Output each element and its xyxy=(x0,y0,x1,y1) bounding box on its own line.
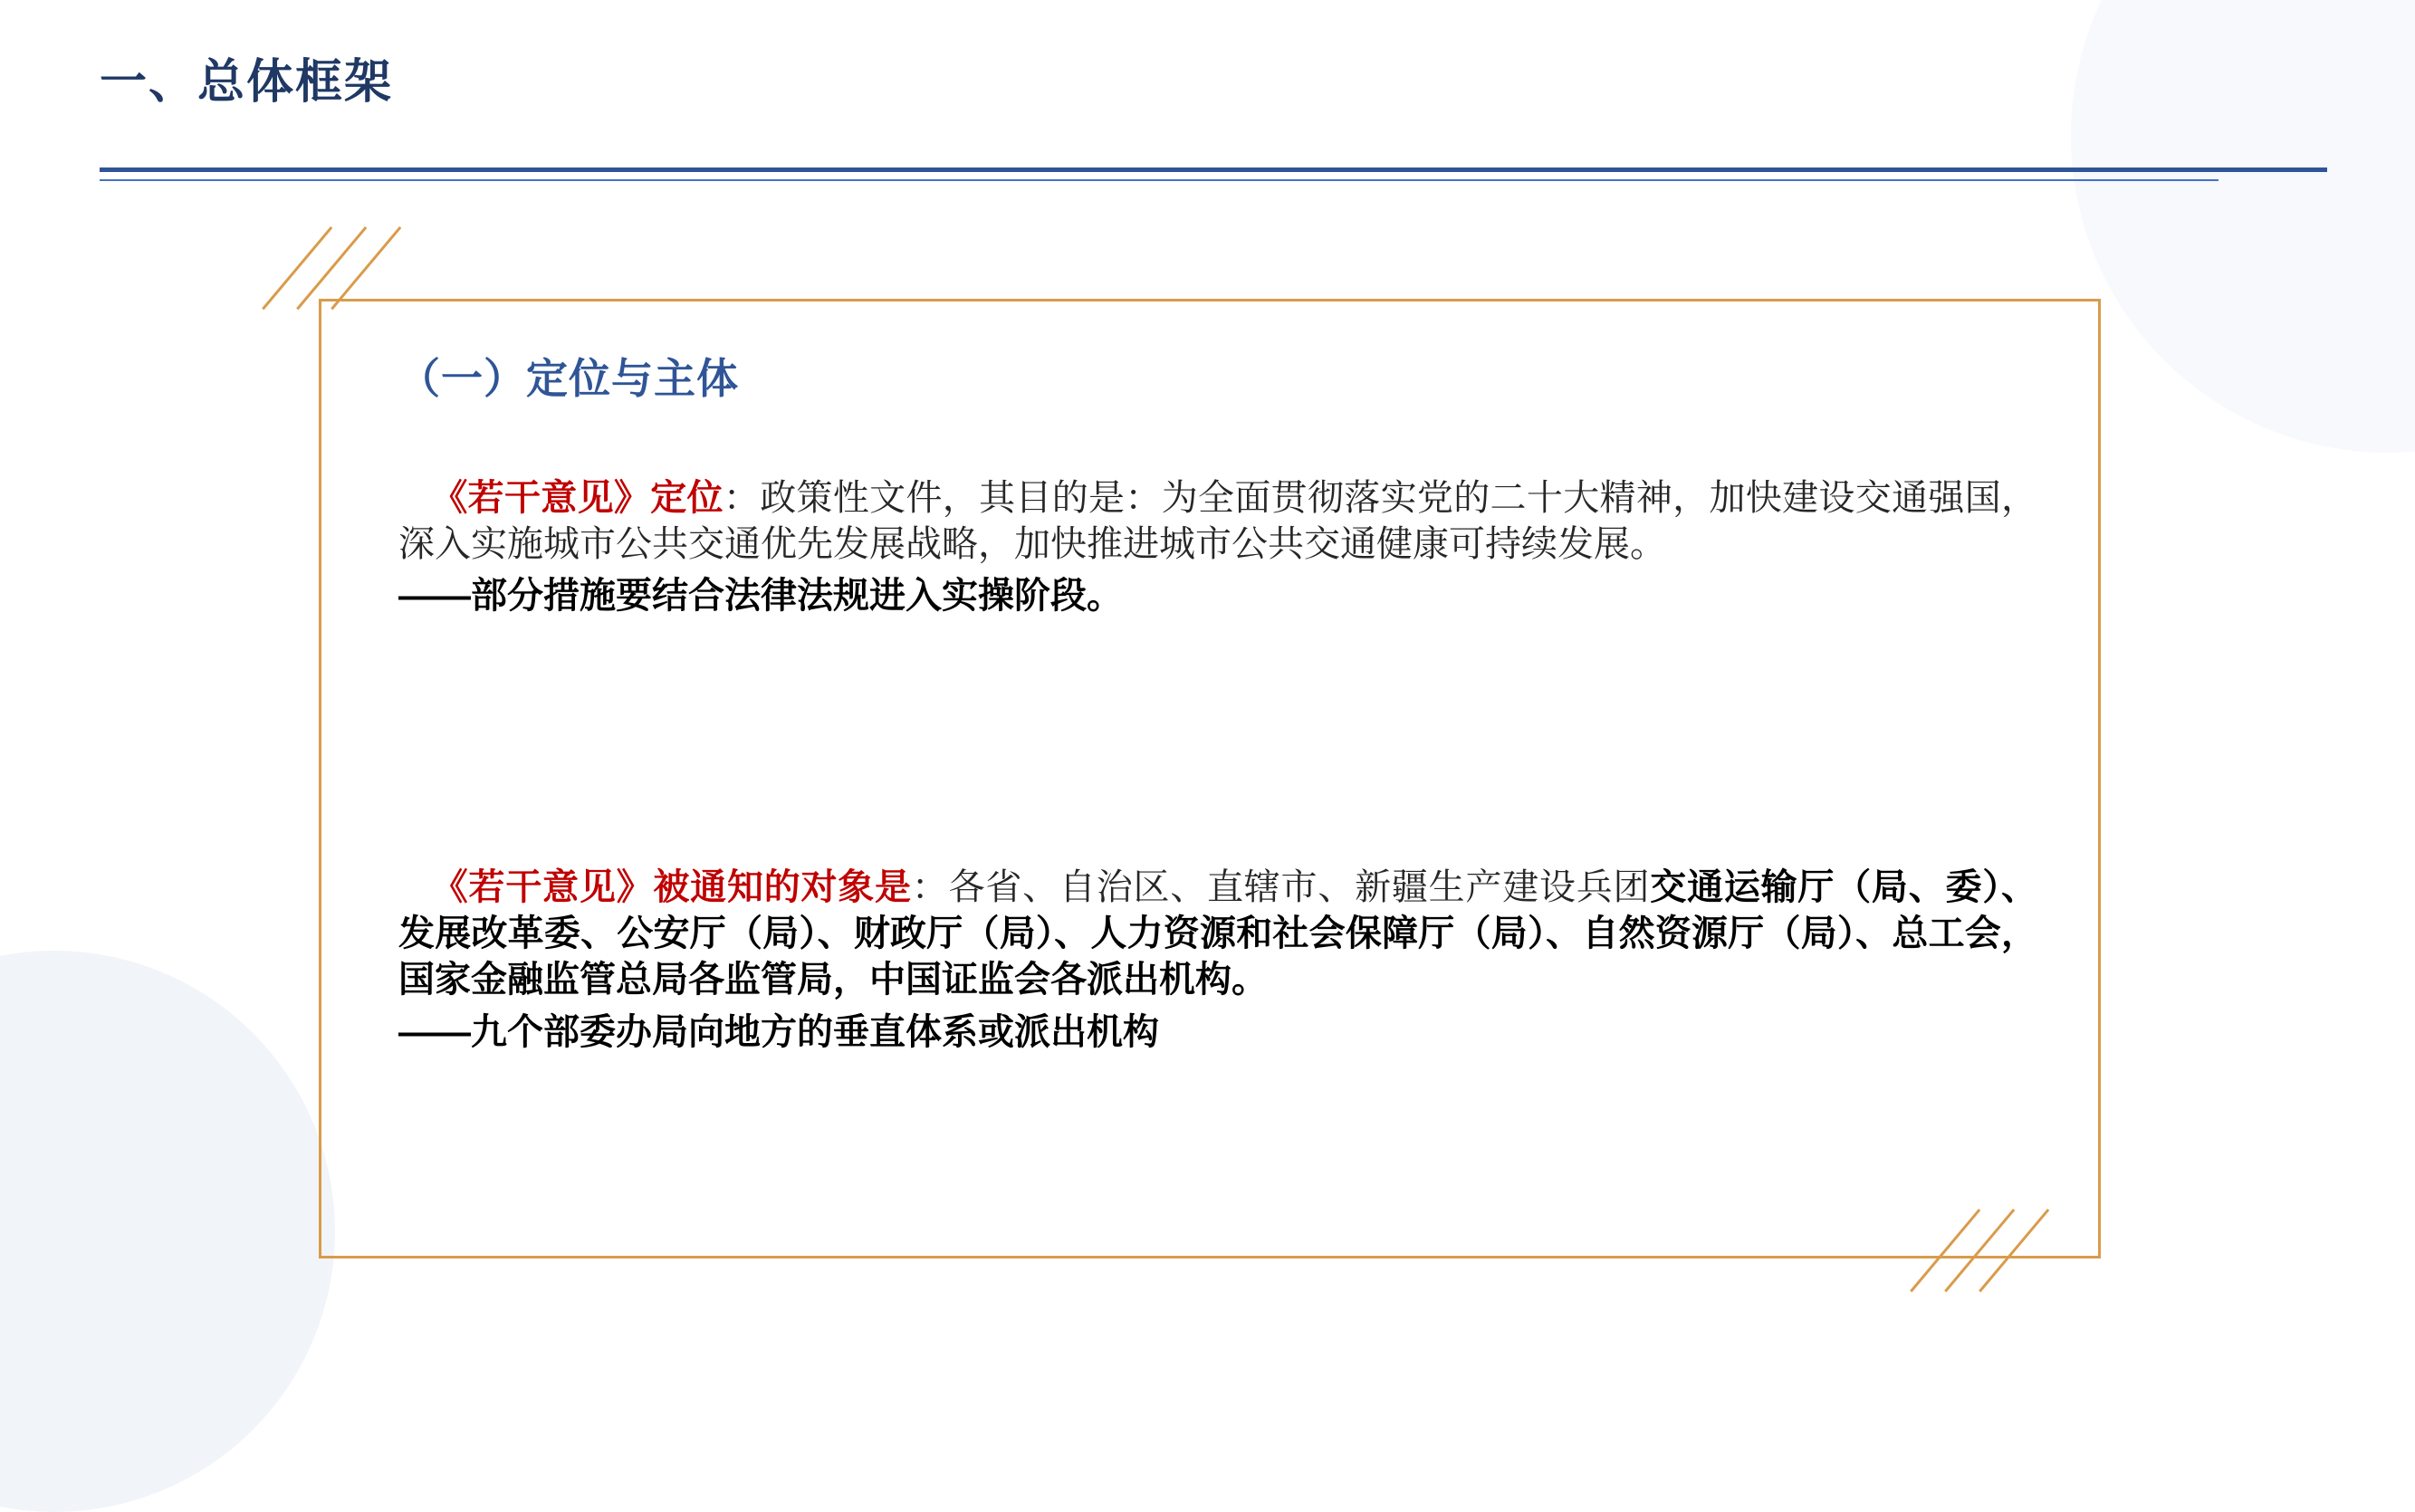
paragraph-2-dash-note: ——九个部委办局向地方的垂直体系或派出机构 xyxy=(398,1011,1159,1052)
paragraph-2-body-normal: ：各省、自治区、直辖市、新疆生产建设兵团 xyxy=(911,867,1651,907)
paragraph-1-dash-note: ——部分措施要结合法律法规进入实操阶段。 xyxy=(398,576,1123,617)
paragraph-2-body-bold: 交通运输厅（局、委）、发展改革委、公安厅（局）、财政厅（局）、人力资源和社会保障厅（局）、自然资源厅（局）、总工会，国家金融监管总局各监管局，中国证监会各派出机构。 xyxy=(398,867,2038,1000)
paragraph-1-lead: 《若干意见》定位 xyxy=(431,478,724,518)
header-divider-thick xyxy=(100,167,2327,172)
page-title: 一、总体框架 xyxy=(100,56,394,109)
paragraph-2-lead: 《若干意见》被通知的对象是 xyxy=(431,867,912,907)
content-frame xyxy=(319,299,2101,1258)
header-divider-thin xyxy=(100,179,2219,181)
section-heading: （一）定位与主体 xyxy=(398,355,739,402)
background-circle-left xyxy=(0,951,335,1512)
slide-header xyxy=(100,43,393,111)
paragraph-positioning xyxy=(398,475,2037,620)
paragraph-1-body: ：政策性文件，其目的是：为全面贯彻落实党的二十大精神，加快建设交通强国，深入实施城市公共交通优先发展战略，加快推进城市公共交通健康可持续发展。 xyxy=(398,478,2038,565)
background-circle-right xyxy=(2071,0,2415,453)
paragraph-recipients xyxy=(398,865,2037,1056)
